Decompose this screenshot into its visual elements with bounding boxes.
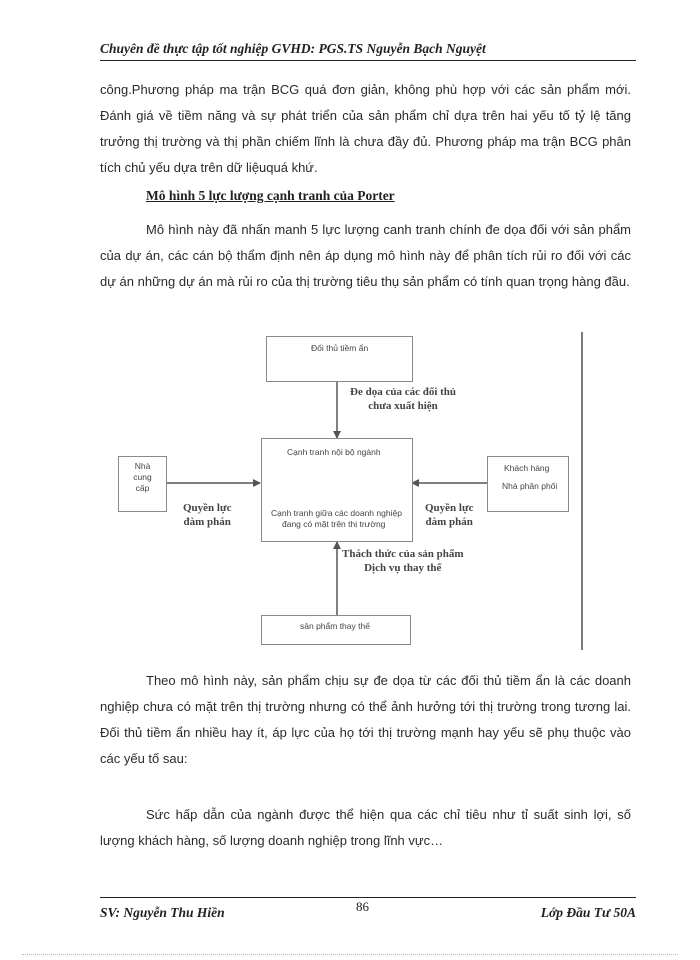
box-suppliers [118,456,167,512]
label-threat-new-entrants [350,385,456,413]
box-customers-line2: Nhà phân phối [502,481,558,491]
box-customers-line1: Khách hàng [504,463,550,473]
label-buyer-power-line1: Quyền lực [425,502,474,514]
box-suppliers-line2: cung [133,472,152,482]
label-supplier-power-line1: Quyền lực [183,502,232,514]
footer-student: SV: Nguyễn Thu Hiền [100,905,225,920]
label-supplier-power [183,501,231,529]
label-threat-line1: Đe dọa của các đối thủ [350,386,457,398]
label-threat-substitutes [342,547,464,575]
box-industry-rivalry-line1: Cạnh tranh giữa các doanh nghiệp [271,508,402,518]
label-buyer-power-line2: đàm phán [425,516,473,528]
page-edge-dots [22,954,678,955]
box-industry-rivalry-title: Cạnh tranh nội bộ ngành [287,447,381,457]
paragraph-potential-entrants: Theo mô hình này, sản phẩm chịu sự đe dọa từ các đối thủ tiềm ẩn là các doanh nghiệp chưa có mặt trên thị trường nhưng có thể ảnh hưởng tới thị trường trong tương lai. Đối thủ tiềm ẩn nhiều hay ít, áp lực của họ tới thị trường mạnh hay yếu sẽ phụ thuộc vào các yếu tố sau: [100,673,631,766]
page-header: Chuyên đề thực tập tốt nghiệp GVHD: PGS.TS Nguyễn Bạch Nguyệt [100,41,486,56]
footer-rule [100,897,636,898]
box-customers [487,456,569,512]
paragraph-bcg: công.Phương pháp ma trận BCG quá đơn giản, không phù hợp với các sản phẩm mới. Đánh giá về tiềm năng và sự phát triển của sản phẩm chỉ dựa trên hai yếu tố tỷ lệ tăng trưởng thị trường và thị phần chiếm lĩnh là chưa đầy đủ. Phương pháp ma trận BCG phân tích chủ yếu dựa trên dữ liệuquá khứ. [100,82,631,175]
footer-class: Lớp Đầu Tư 50A [540,905,636,920]
box-industry-rivalry-line2: đang có mặt trên thị trường [282,519,386,529]
label-buyer-power [425,501,473,529]
box-industry-rivalry [261,438,413,542]
box-suppliers-line3: cấp [135,483,150,493]
label-supplier-power-line2: đàm phán [183,516,231,528]
paragraph-attractiveness: Sức hấp dẫn của ngành được thể hiện qua các chỉ tiêu như tỉ suất sinh lợi, số lượng khách hàng, số lượng doanh nghiệp trong lĩnh vực… [100,807,631,848]
box-substitutes [261,615,411,645]
box-suppliers-line1: Nhà [134,461,151,471]
label-substitutes-line2: Dịch vụ thay thế [364,562,442,574]
box-potential-entrants [266,336,413,382]
box-potential-entrants-label: Đối thủ tiềm ẩn [311,343,369,353]
label-substitutes-line1: Thách thức của sản phẩm [342,548,464,560]
page-number: 86 [356,899,369,914]
label-threat-line2: chưa xuất hiện [368,400,438,412]
paragraph-porter-intro: Mô hình này đã nhấn manh 5 lực lượng canh tranh chính đe dọa đối với sản phẩm của dự án, các cán bộ thẩm định nên áp dụng mô hình này để phân tích rủi ro đối với các dự án những dự án mà rủi ro của thị trường tiêu thụ sản phẩm có tính quan trọng hàng đầu. [100,222,631,289]
section-heading: Mô hình 5 lực lượng cạnh tranh của Porter [146,188,395,203]
box-substitutes-label: sản phẩm thay thế [300,621,370,631]
